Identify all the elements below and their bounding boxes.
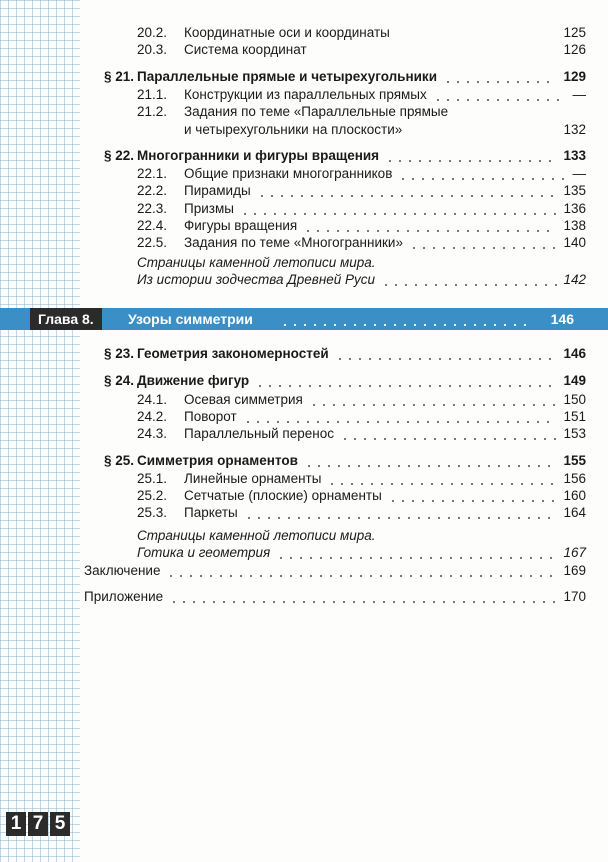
toc-entry-label: Линейные орнаменты [184,470,322,486]
toc-entry-page: 125 [563,25,586,40]
leader-dots [388,487,557,505]
toc-entry-number: 20.2. [137,25,168,40]
toc-entry-label: Геометрия закономерностей [137,346,329,361]
toc-entry [184,24,586,42]
toc-entry-label: Движение фигур [137,373,250,389]
page-number-digit: 5 [50,812,70,836]
toc-entry-label: Поворот [184,408,237,424]
toc-entry-page: 132 [563,121,586,137]
leader-dots [381,271,557,289]
leader-dots [240,200,557,218]
toc-entry [184,234,586,252]
toc-entry-page: — [572,86,586,102]
toc-entry-label: и четырехугольники на плоскости» [184,121,403,137]
toc-entry-label: Система координат [184,42,307,58]
toc-entry [184,391,586,409]
toc-section [137,68,586,86]
toc-entry [184,425,586,443]
toc-entry-page: 146 [563,346,586,361]
toc-entry-number: 22.5. [137,235,168,251]
toc-entry [184,41,586,59]
toc-entry [184,487,586,505]
leader-dots [304,452,557,470]
toc-entry-page: 151 [563,408,586,424]
page-number-digit: 1 [6,812,26,836]
leader-dots [385,147,557,165]
toc-entry-page: 142 [563,271,586,287]
leader-dots [340,425,557,443]
toc-entry-label: Из истории зодчества Древней Руси [137,271,376,287]
toc-entry-label: Многогранники и фигуры вращения [137,147,380,163]
toc-entry-number: 25.1. [137,470,168,486]
toc-entry [137,271,586,289]
chapter-tag: Глава 8. [30,308,102,330]
toc-entry [184,121,586,139]
toc-page [80,0,608,862]
toc-entry-page: 140 [563,235,586,251]
toc-entry-page: 170 [563,589,586,604]
toc-entry-number: 20.3. [137,42,168,58]
toc-entry-number: 22.2. [137,183,168,199]
toc-entry-number: 24.3. [137,426,168,442]
toc-entry-page: 169 [563,563,586,578]
page-number [6,812,70,836]
toc-entry-label: Фигуры вращения [184,218,298,233]
leader-dots [244,504,557,522]
toc-entry-number: 21.1. [137,86,168,102]
toc-entry-number: 22.3. [137,200,168,216]
leader-dots [169,588,557,606]
leader-dots [276,544,557,562]
toc-entry-number: 22.1. [137,166,168,182]
toc-entry [84,588,586,606]
chapter-title: Узоры симметрии [128,311,253,327]
toc-entry [184,504,586,522]
toc-entry-page: 164 [563,505,586,521]
toc-entry [137,254,586,272]
toc-entry-page: 150 [563,391,586,407]
toc-entry-number: 25.2. [137,488,168,504]
leader-dots [257,182,557,200]
toc-entry [184,217,586,235]
toc-entry-page: — [572,166,586,182]
toc-entry-number: 22.4. [137,218,168,233]
toc-entry-page: 167 [563,545,586,560]
toc-entry [184,408,586,426]
leader-dots [443,68,557,86]
leader-dots [255,372,557,390]
leader-dots [433,86,566,104]
toc-entry-label: Паркеты [184,505,238,521]
toc-entry-number: 24.2. [137,408,168,424]
leader-dots [327,470,557,488]
toc-entry-label: Задания по теме «Параллельные прямые [184,104,449,120]
toc-entry [184,470,586,488]
chapter-leader-dots [280,308,530,330]
toc-entry-number: § 25. [104,452,135,468]
toc-entry-page: 138 [563,218,586,233]
toc-entry-page: 135 [563,183,586,199]
leader-dots [166,562,557,580]
toc-entry [184,182,586,200]
toc-entry-label: Параллельный перенос [184,426,334,442]
toc-entry-page: 133 [563,147,586,163]
toc-entry-number: 21.2. [137,104,168,120]
leader-dots [303,217,557,235]
toc-entry-page: 156 [563,470,586,486]
leader-dots [309,391,557,409]
toc-entry [84,562,586,580]
toc-entry-number: § 24. [104,373,135,389]
toc-entry-label: Призмы [184,200,234,216]
toc-entry-label: Конструкции из параллельных прямых [184,86,427,102]
toc-entry [184,86,586,104]
toc-entry-label: Координатные оси и координаты [184,25,390,40]
toc-entry-page: 149 [563,373,586,389]
toc-entry-number: 24.1. [137,391,168,407]
toc-entry-label: Осевая симметрия [184,391,303,407]
toc-entry-page: 126 [563,42,586,58]
leader-dots [409,234,557,252]
toc-entry-label: Параллельные прямые и четырехугольники [137,68,437,84]
toc-entry-page: 160 [563,488,586,504]
leader-dots [243,408,557,426]
toc-section [137,452,586,470]
leader-dots [398,165,566,183]
toc-entry-page: 155 [563,452,586,468]
page-number-digit: 7 [28,812,48,836]
toc-entry-label: Приложение [84,589,164,604]
toc-entry-label: Заключение [84,563,161,578]
toc-section [137,147,586,165]
toc-entry-number: § 21. [104,68,135,84]
toc-entry-label: Сетчатые (плоские) орнаменты [184,488,382,504]
toc-section [137,372,586,390]
toc-entry-page: 129 [563,68,586,84]
toc-entry-label: Готика и геометрия [137,545,271,560]
toc-entry-label: Общие признаки многогранников [184,166,393,182]
toc-entry-label: Задания по теме «Многогранники» [184,235,403,251]
toc-entry [137,544,586,562]
chapter-page: 146 [550,311,574,327]
toc-entry-label: Симметрия орнаментов [137,452,298,468]
leader-dots [335,345,557,363]
toc-entry-number: § 23. [104,346,135,361]
toc-entry [184,103,586,121]
toc-entry-label: Пирамиды [184,183,251,199]
toc-entry-page: 153 [563,426,586,442]
toc-section [137,345,586,363]
toc-entry [184,165,586,183]
toc-entry-page: 136 [563,200,586,216]
toc-entry [137,527,586,545]
toc-entry [184,200,586,218]
toc-entry-label: Страницы каменной летописи мира. [137,527,376,543]
chapter-heading-bar [0,308,608,330]
toc-entry-label: Страницы каменной летописи мира. [137,254,376,270]
toc-entry-number: 25.3. [137,505,168,521]
toc-entry-number: § 22. [104,147,135,163]
